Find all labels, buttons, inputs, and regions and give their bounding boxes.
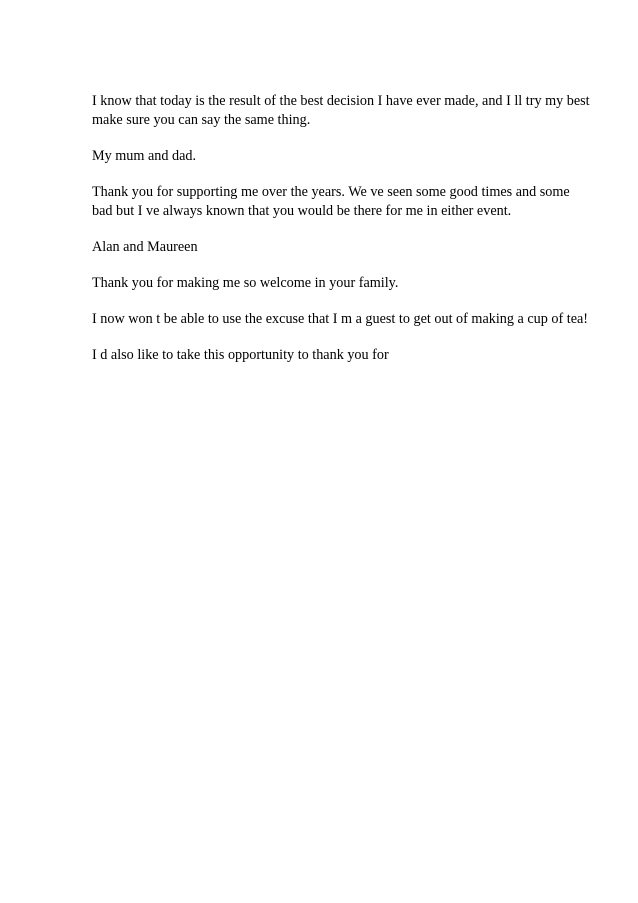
paragraph-cup-of-tea: I now won t be able to use the excuse that I m a guest to get out of making a cup of tea! (92, 311, 589, 327)
paragraph-welcome-family: Thank you for making me so welcome in your family. (92, 275, 399, 291)
paragraph-mum-and-dad-heading: My mum and dad. (92, 148, 197, 164)
paragraph-opportunity: I d also like to take this opportunity to thank you for (92, 347, 389, 363)
paragraph-alan-maureen-heading: Alan and Maureen (92, 239, 198, 255)
paragraph-thanks-parents: Thank you for supporting me over the years. We ve seen some good times and some bad but I ve always known that you would be there for me in either event. (92, 184, 570, 219)
document-body (92, 92, 592, 382)
paragraph-best-decision: I know that today is the result of the best decision I have ever made, and I ll try my best make sure you can say the same thing. (92, 93, 590, 128)
